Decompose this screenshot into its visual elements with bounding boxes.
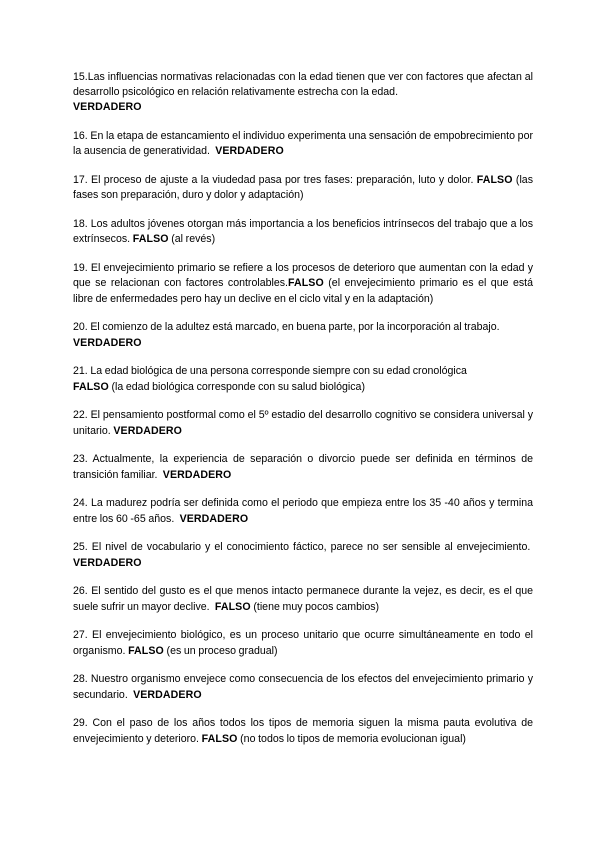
statement-text: 20. El comienzo de la adultez está marcado, en buena parte, por la incorporación al trabajo. (73, 321, 500, 334)
question-22 (73, 408, 533, 438)
verdict-label: FALSO (128, 644, 164, 657)
question-25 (73, 540, 533, 570)
verdict-label: FALSO (287, 277, 324, 290)
statement-text: 23. Actualmente, la experiencia de separación o divorcio puede ser definida en términos de transición familiar. (73, 453, 533, 481)
question-23 (73, 452, 533, 482)
statement-text: 24. La madurez podría ser definida como el periodo que empieza entre los 35 -40 años y termina entre los 60 -65 años. (73, 497, 533, 525)
verdict-label: VERDADERO (73, 101, 142, 114)
question-15 (73, 70, 533, 116)
verdict-label: VERDADERO (133, 688, 202, 701)
question-26 (73, 584, 533, 614)
statement-text: 16. En la etapa de estancamiento el individuo experimenta una sensación de empobrecimiento por la ausencia de generatividad. (73, 130, 533, 158)
statement-text: 26. El sentido del gusto es el que menos intacto permanece durante la vejez, es decir, es el que suele sufrir un mayor declive. (73, 585, 533, 613)
question-16 (73, 129, 533, 159)
statement-text: 25. El nivel de vocabulario y el conocimiento fáctico, parece no ser sensible al envejecimiento. (73, 541, 531, 554)
explanation-note: (el envejecimiento primario es el que está libre de enfermedades pero hay un declive en el ciclo vital y en la adaptación) (73, 277, 533, 305)
question-21 (73, 364, 533, 394)
question-29 (73, 716, 533, 746)
verdict-label: VERDADERO (73, 336, 142, 349)
verdict-label: FALSO (476, 174, 513, 187)
statement-text: 28. Nuestro organismo envejece como consecuencia de los efectos del envejecimiento primario y secundario. (73, 673, 533, 701)
explanation-note: (no todos lo tipos de memoria evolucionan igual) (240, 732, 466, 745)
verdict-label: VERDADERO (113, 424, 182, 437)
verdict-label: VERDADERO (179, 512, 249, 525)
statement-text: 29. Con el paso de los años todos los tipos de memoria siguen la misma pauta evolutiva de envejecimiento y deterioro. (73, 717, 533, 745)
explanation-note: (es un proceso gradual) (166, 644, 278, 657)
statement-text: 22. El pensamiento postformal como el 5º estadio del desarrollo cognitivo se considera universal y unitario. (73, 409, 533, 437)
statement-text: 27. El envejecimiento biológico, es un proceso unitario que ocurre simultáneamente en todo el organismo. (73, 629, 533, 657)
statement-text: 17. El proceso de ajuste a la viudedad pasa por tres fases: preparación, luto y dolor. (73, 174, 474, 187)
question-28 (73, 672, 533, 702)
verdict-label: FALSO (214, 600, 251, 613)
statement-text: 18. Los adultos jóvenes otorgan más importancia a los beneficios intrínsecos del trabajo que a los extrínsecos. (73, 218, 533, 246)
statement-text: 15.Las influencias normativas relacionadas con la edad tienen que ver con factores que afectan al desarrollo psicológico en relación relativamente estrecha con la edad. (73, 71, 533, 99)
verdict-label: VERDADERO (162, 468, 232, 481)
explanation-note: (al revés) (171, 233, 216, 246)
question-18 (73, 217, 533, 247)
explanation-note: (tiene muy pocos cambios) (253, 600, 380, 613)
explanation-note: (la edad biológica corresponde con su salud biológica) (111, 380, 365, 393)
question-19 (73, 261, 533, 307)
verdict-label: FALSO (132, 233, 169, 246)
statement-text: 19. El envejecimiento primario se refiere a los procesos de deterioro que aumentan con la edad y que se relacionan con factores controlables. (73, 262, 533, 290)
verdict-label: FALSO (201, 732, 238, 745)
question-20 (73, 320, 533, 350)
verdict-label: VERDADERO (215, 145, 284, 158)
question-24 (73, 496, 533, 526)
verdict-label: VERDADERO (73, 556, 142, 569)
explanation-note: (las fases son preparación, duro y dolor y adaptación) (73, 174, 533, 202)
verdict-label: FALSO (73, 380, 109, 393)
statement-text: 21. La edad biológica de una persona corresponde siempre con su edad cronológica (73, 365, 467, 378)
question-27 (73, 628, 533, 658)
question-17 (73, 173, 533, 203)
document-page (73, 70, 533, 760)
